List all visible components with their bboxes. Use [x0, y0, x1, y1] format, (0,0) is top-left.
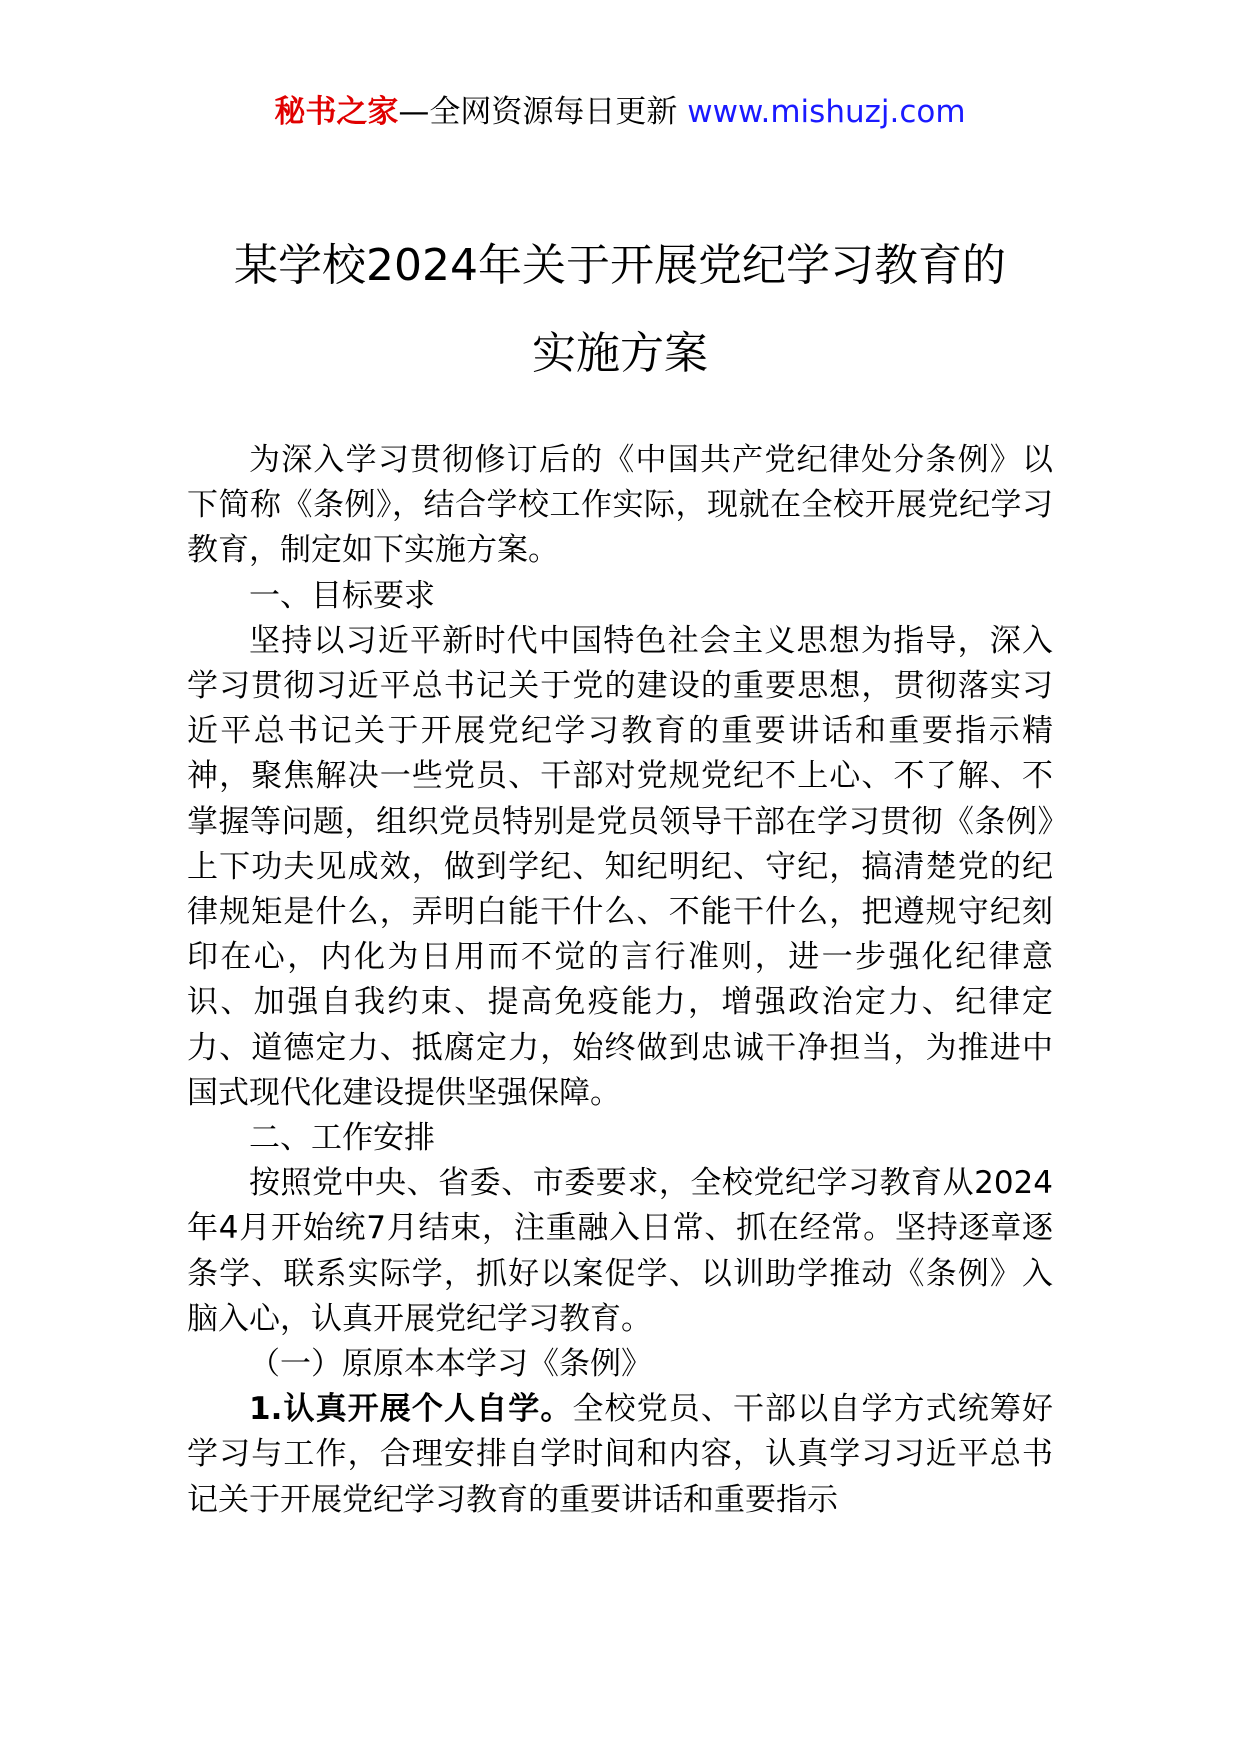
- site-header: [0, 92, 1240, 132]
- section-heading-goals: 一、目标要求: [249, 577, 435, 614]
- item-1-lead: 1.认真开展个人自学。: [249, 1391, 573, 1428]
- section-heading-arrangement: 二、工作安排: [249, 1120, 435, 1157]
- site-brand: 秘书之家: [274, 94, 399, 130]
- item-1-text: 全校党员、干部以自学方式统筹好学习与工作，合理安排自学时间和内容，认真学习习近平总书记关于开展党纪学习教育的重要讲话和重要指示: [187, 1391, 1053, 1518]
- site-url-link[interactable]: www.mishuzj.com: [687, 94, 966, 130]
- intro-paragraph: 为深入学习贯彻修订后的《中国共产党纪律处分条例》以下简称《条例》，结合学校工作实际，现就在全校开展党纪学习教育，制定如下实施方案。: [187, 442, 1053, 569]
- arrangement-paragraph: 按照党中央、省委、市委要求，全校党纪学习教育从2024年4月开始统7月结束，注重融入日常、抓在经常。坚持逐章逐条学、联系实际学，抓好以案促学、以训助学推动《条例》入脑入心，认真开展党纪学习教育。: [187, 1165, 1053, 1337]
- subsection-heading-study: （一）原原本本学习《条例》: [249, 1346, 652, 1383]
- site-tagline: —全网资源每日更新: [398, 94, 678, 130]
- document-body: [187, 438, 1053, 1523]
- item-1-paragraph: [187, 1387, 1053, 1523]
- goals-paragraph: 坚持以习近平新时代中国特色社会主义思想为指导，深入学习贯彻习近平总书记关于党的建设的重要思想，贯彻落实习近平总书记关于开展党纪学习教育的重要讲话和重要指示精神，聚焦解决一些党员、干部对党规党纪不上心、不了解、不掌握等问题，组织党员特别是党员领导干部在学习贯彻《条例》上下功夫见成效，做到学纪、知纪明纪、守纪，搞清楚党的纪律规矩是什么，弄明白能干什么、不能干什么，把遵规守纪刻印在心，内化为日用而不觉的言行准则，进一步强化纪律意识、加强自我约束、提高免疫能力，增强政治定力、纪律定力、道德定力、抵腐定力，始终做到忠诚干净担当，为推进中国式现代化建设提供坚强保障。: [187, 622, 1053, 1111]
- document-title-line-2: 实施方案: [532, 328, 708, 379]
- document-title-line-1: 某学校2024年关于开展党纪学习教育的: [234, 240, 1006, 291]
